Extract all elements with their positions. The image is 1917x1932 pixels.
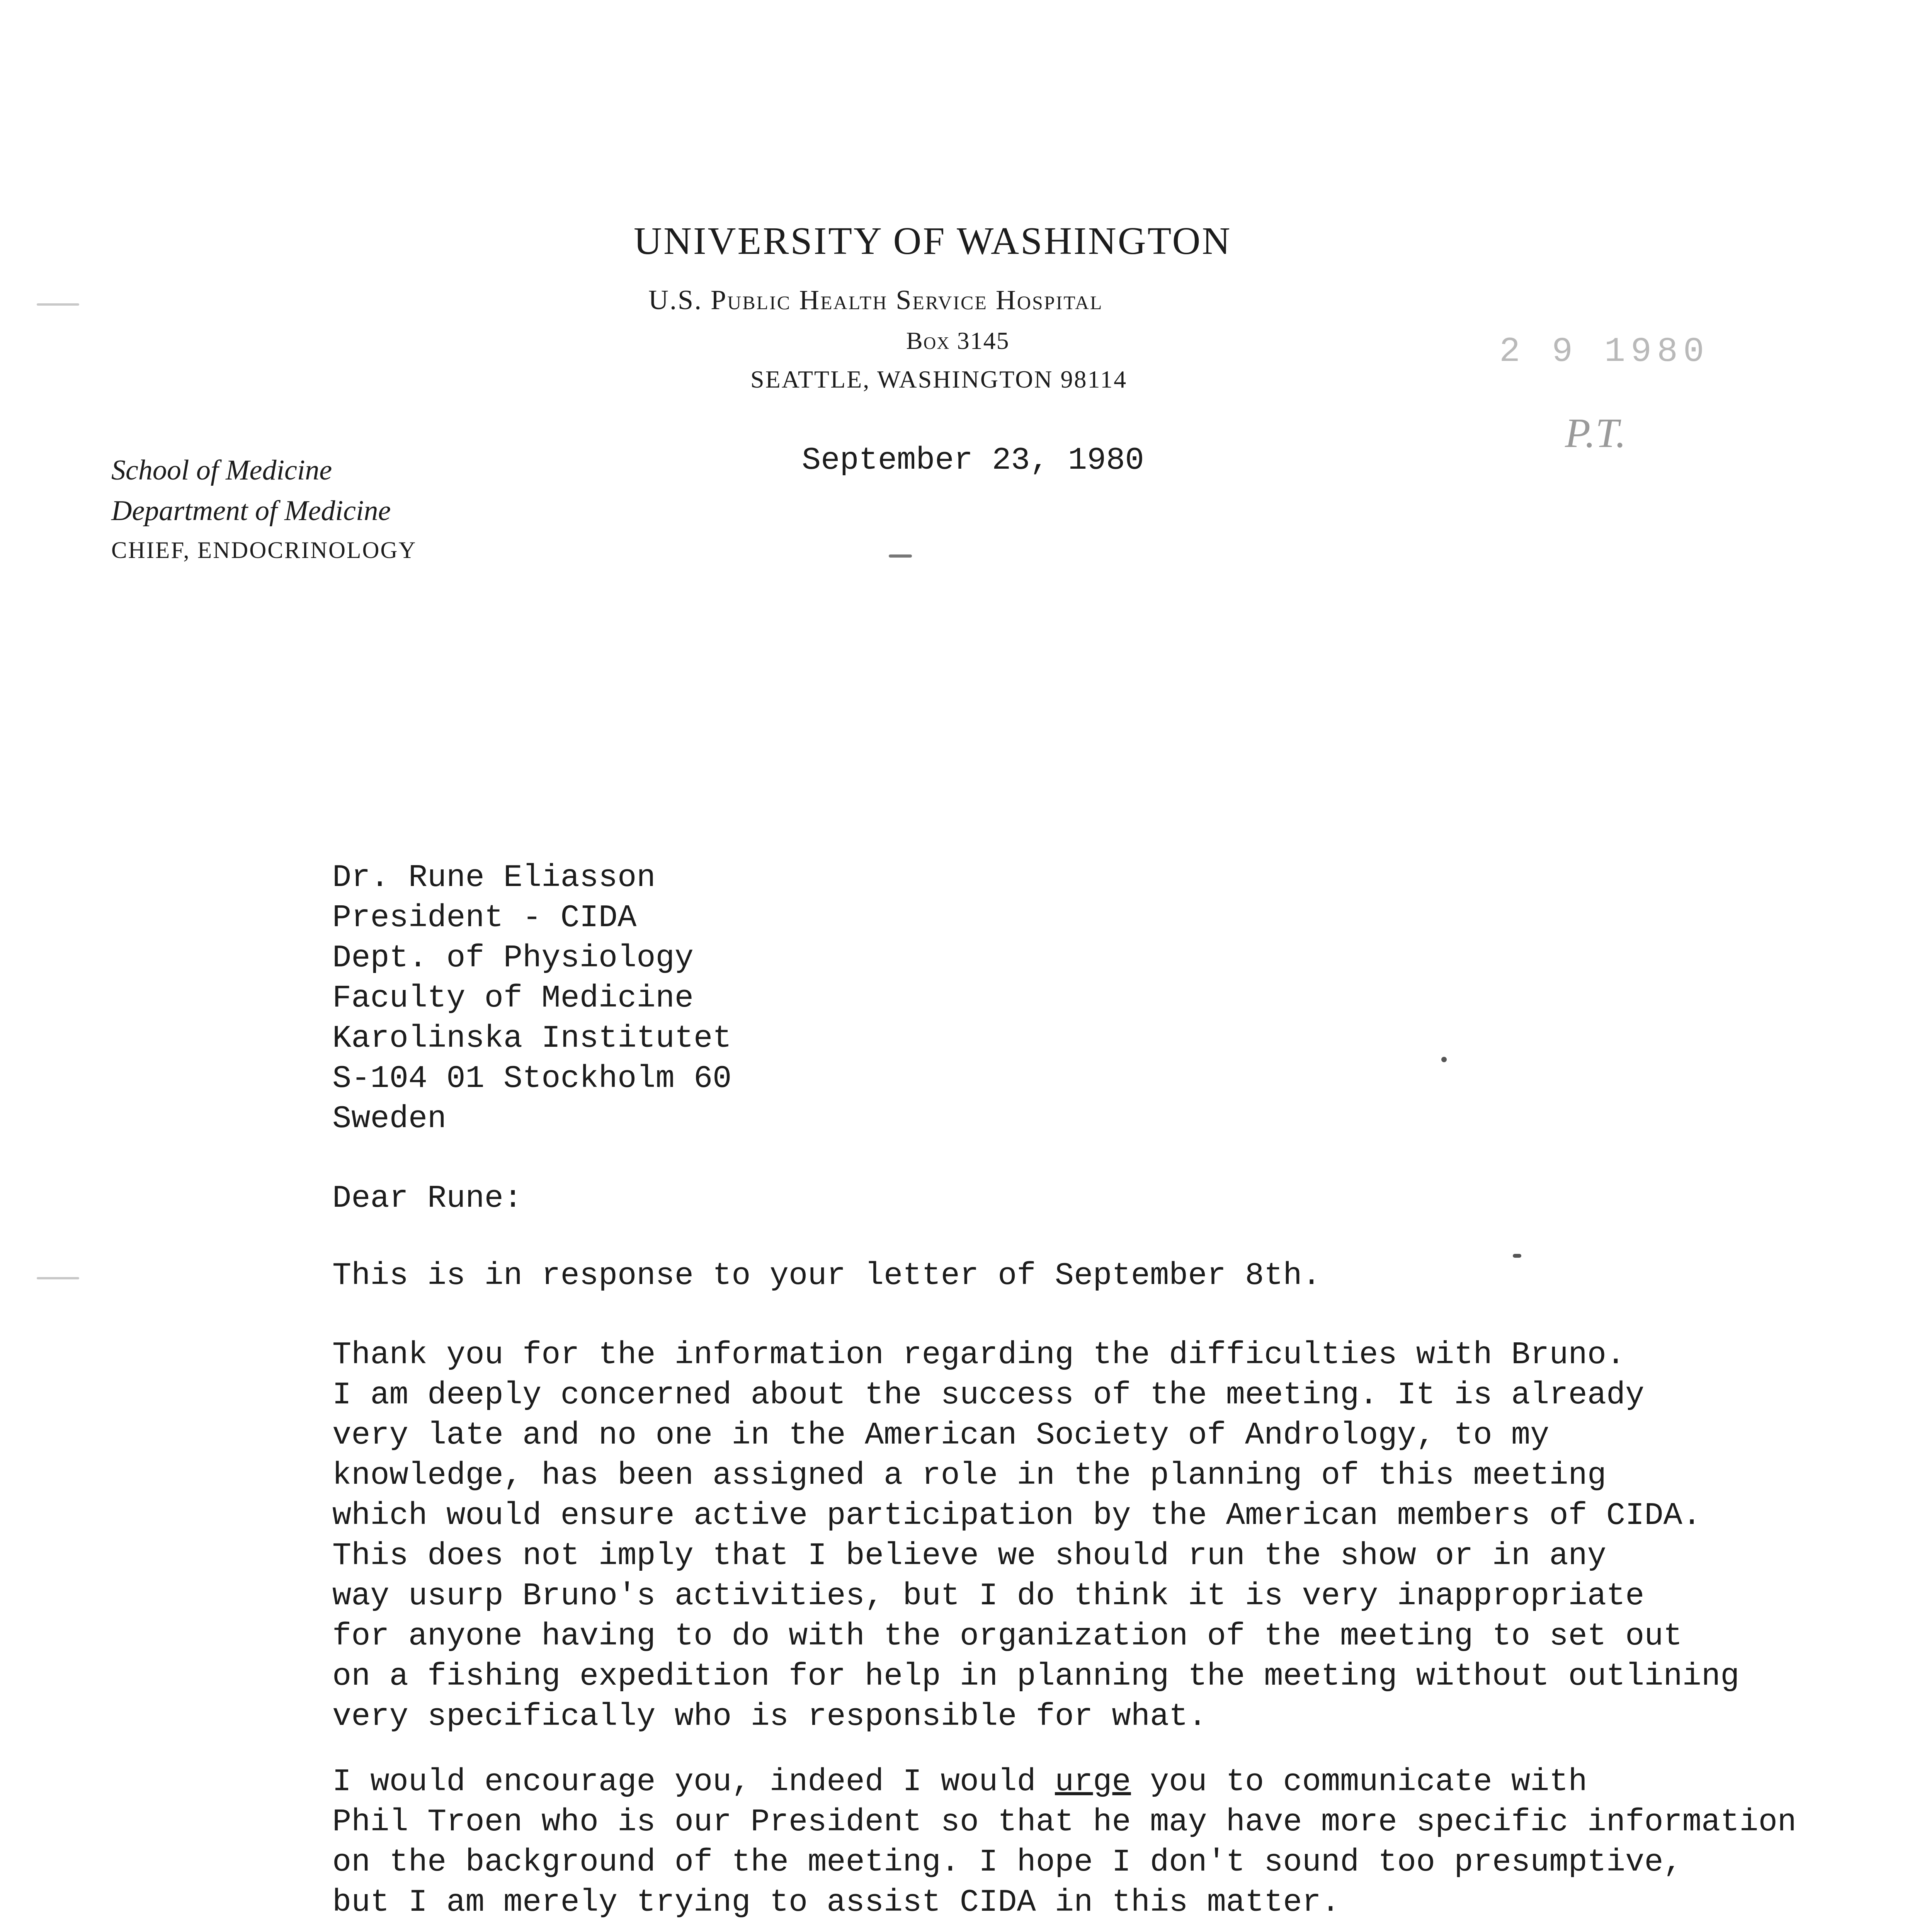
received-stamp-date: 2 9 1980 (1499, 332, 1710, 372)
chief-title: CHIEF, ENDOCRINOLOGY (111, 537, 417, 563)
address-line: Sweden (332, 1101, 447, 1137)
body-line: on the background of the meeting. I hope I don't sound too presumptive, (332, 1844, 1682, 1880)
scan-mark (37, 303, 79, 306)
box-number: Box 3145 (906, 327, 1010, 354)
received-stamp-initials: P.T. (1565, 410, 1626, 456)
address-line: Dr. Rune Eliasson (332, 860, 656, 896)
body-line: Thank you for the information regarding the difficulties with Bruno. (332, 1337, 1626, 1373)
letter-date: September 23, 1980 (802, 442, 1144, 478)
body-line: very specifically who is responsible for what. (332, 1699, 1207, 1735)
school-name: School of Medicine (111, 454, 332, 486)
scan-mark (37, 1277, 79, 1279)
address-line: S-104 01 Stockholm 60 (332, 1061, 732, 1097)
body-line (332, 1762, 1796, 1802)
address-line: Faculty of Medicine (332, 980, 694, 1016)
underlined-word: urge (1055, 1764, 1131, 1800)
paragraph-3 (332, 1762, 1796, 1923)
body-line: way usurp Bruno's activities, but I do think it is very inappropriate (332, 1578, 1645, 1614)
scan-mark (1513, 1254, 1521, 1258)
university-name: UNIVERSITY OF WASHINGTON (634, 219, 1232, 262)
address-line: President - CIDA (332, 900, 637, 936)
body-line: knowledge, has been assigned a role in the planning of this meeting (332, 1458, 1606, 1493)
body-line: for anyone having to do with the organization of the meeting to set out (332, 1618, 1682, 1654)
body-line: Phil Troen who is our President so that he may have more specific information (332, 1804, 1797, 1840)
hospital-name: U.S. Public Health Service Hospital (648, 284, 1103, 315)
scan-mark (1441, 1057, 1447, 1062)
body-line: This does not imply that I believe we should run the show or in any (332, 1538, 1606, 1574)
city-line: SEATTLE, WASHINGTON 98114 (750, 366, 1128, 393)
body-line: on a fishing expedition for help in planning the meeting without outlining (332, 1658, 1740, 1694)
body-line: but I am merely trying to assist CIDA in this matter. (332, 1884, 1340, 1920)
paragraph-2 (332, 1335, 1739, 1737)
body-line: which would ensure active participation by the American members of CIDA. (332, 1498, 1701, 1534)
scan-mark (889, 554, 912, 558)
address-line: Karolinska Institutet (332, 1020, 732, 1056)
recipient-address (332, 858, 731, 1139)
body-text: I would encourage you, indeed I would (332, 1764, 1055, 1800)
body-line: very late and no one in the American Society of Andrology, to my (332, 1417, 1550, 1453)
department-name: Department of Medicine (111, 495, 391, 527)
address-line: Dept. of Physiology (332, 940, 694, 976)
salutation: Dear Rune: (332, 1180, 523, 1216)
paragraph-1: This is in response to your letter of September 8th. (332, 1258, 1321, 1294)
body-text: you to communicate with (1131, 1764, 1587, 1800)
body-line: I am deeply concerned about the success of the meeting. It is already (332, 1377, 1645, 1413)
